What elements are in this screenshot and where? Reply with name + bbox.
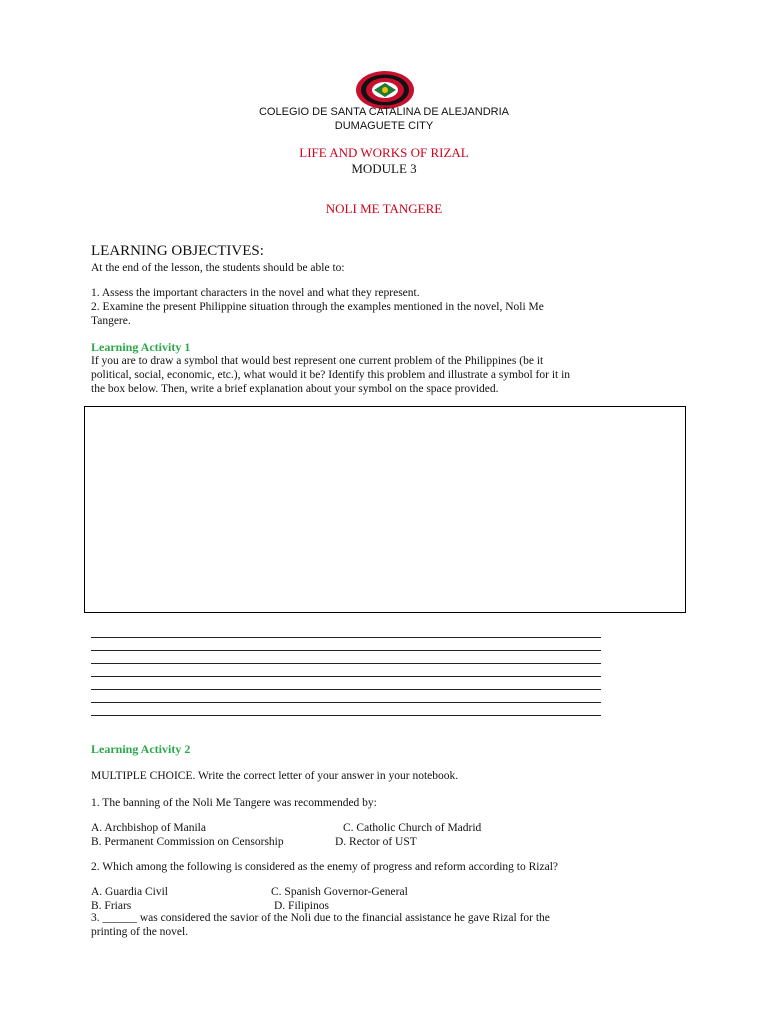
symbol-drawing-box[interactable] bbox=[84, 406, 686, 613]
answer-line[interactable] bbox=[91, 663, 601, 664]
question-1: 1. The banning of the Noli Me Tangere was recommended by: bbox=[91, 797, 377, 809]
objective-item-continued: Tangere. bbox=[91, 315, 131, 327]
q1-option-c: C. Catholic Church of Madrid bbox=[343, 822, 482, 834]
q2-option-c: C. Spanish Governor-General bbox=[271, 886, 408, 898]
activity1-text-line: the box below. Then, write a brief explanation about your symbol on the space provided. bbox=[91, 383, 499, 395]
question-3-continued: printing of the novel. bbox=[91, 926, 189, 938]
topic-title: NOLI ME TANGERE bbox=[325, 201, 443, 216]
answer-line[interactable] bbox=[91, 715, 601, 716]
q2-option-a: A. Guardia Civil bbox=[91, 886, 168, 898]
school-name: COLEGIO DE SANTA CATALINA DE ALEJANDRIA bbox=[258, 106, 509, 118]
answer-line[interactable] bbox=[91, 702, 601, 703]
module-label: MODULE 3 bbox=[351, 161, 417, 176]
objectives-heading: LEARNING OBJECTIVES: bbox=[91, 243, 264, 259]
activity2-heading: Learning Activity 2 bbox=[91, 742, 191, 756]
activity2-instruction: MULTIPLE CHOICE. Write the correct letter of your answer in your notebook. bbox=[91, 770, 459, 782]
q2-option-b: B. Friars bbox=[91, 900, 132, 912]
answer-line[interactable] bbox=[91, 650, 601, 651]
q2-option-d: D. Filipinos bbox=[274, 900, 329, 912]
objectives-intro: At the end of the lesson, the students should be able to: bbox=[91, 262, 345, 274]
q1-option-a: A. Archbishop of Manila bbox=[91, 822, 206, 834]
q1-option-d: D. Rector of UST bbox=[335, 836, 417, 848]
school-city: DUMAGUETE CITY bbox=[334, 120, 434, 132]
answer-line[interactable] bbox=[91, 689, 601, 690]
activity1-heading: Learning Activity 1 bbox=[91, 340, 191, 354]
school-seal-icon bbox=[355, 70, 415, 110]
answer-line[interactable] bbox=[91, 637, 601, 638]
answer-line[interactable] bbox=[91, 676, 601, 677]
activity1-text-line: political, social, economic, etc.), what would it be? Identify this problem and illustrate a symbol for it in bbox=[91, 369, 571, 381]
question-3: 3. ______ was considered the savior of the Noli due to the financial assistance he gave Rizal for the bbox=[91, 912, 550, 924]
activity1-text-line: If you are to draw a symbol that would best represent one current problem of the Philippines (be it bbox=[91, 355, 544, 367]
course-title: LIFE AND WORKS OF RIZAL bbox=[299, 145, 469, 160]
objective-item: 1. Assess the important characters in the novel and what they represent. bbox=[91, 287, 420, 299]
objective-item: 2. Examine the present Philippine situation through the examples mentioned in the novel, Noli Me bbox=[91, 301, 544, 313]
q1-option-b: B. Permanent Commission on Censorship bbox=[91, 836, 284, 848]
question-2: 2. Which among the following is considered as the enemy of progress and reform according to Rizal? bbox=[91, 861, 558, 873]
